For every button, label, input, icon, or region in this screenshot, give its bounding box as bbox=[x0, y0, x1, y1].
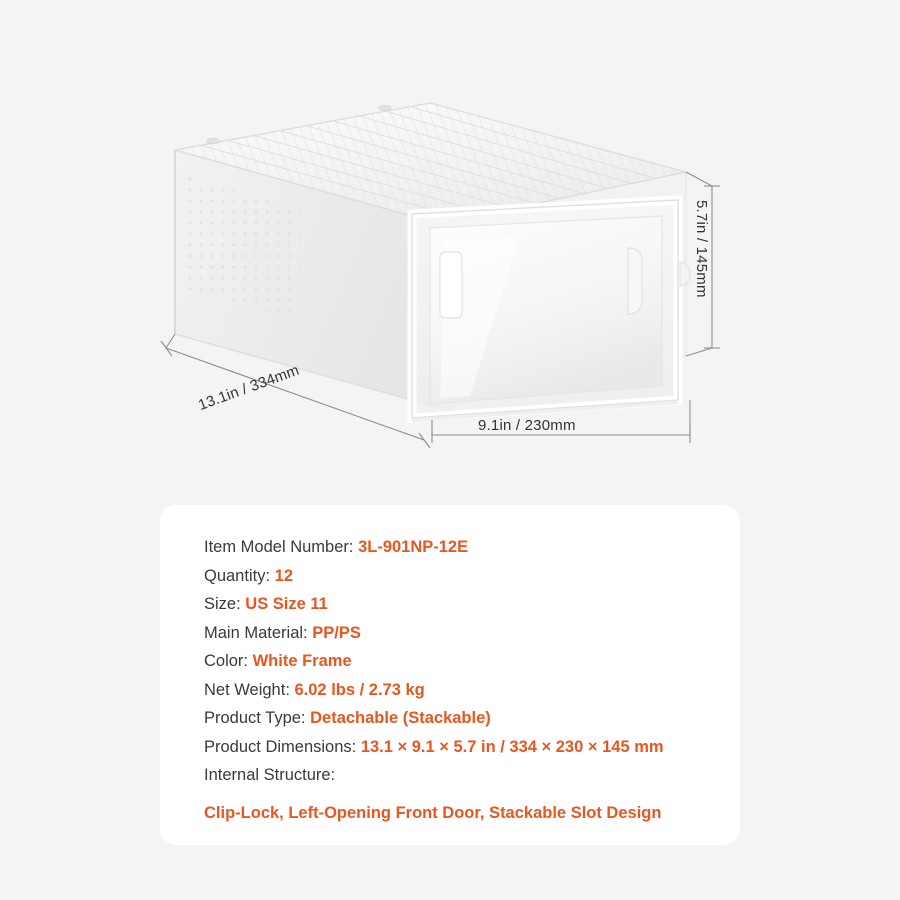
spec-value-internal-structure: Clip-Lock, Left-Opening Front Door, Stackable Slot Design bbox=[204, 803, 662, 822]
specification-list bbox=[204, 533, 720, 827]
spec-value: Detachable (Stackable) bbox=[310, 709, 491, 727]
dimension-label-height: 5.7in / 145mm bbox=[693, 200, 710, 298]
spec-label: Color: bbox=[204, 652, 249, 670]
spec-row bbox=[204, 647, 720, 676]
spec-label: Quantity: bbox=[204, 566, 271, 585]
specification-card bbox=[160, 505, 740, 845]
spec-row bbox=[204, 533, 720, 562]
spec-row bbox=[204, 733, 720, 762]
spec-value: PP/PS bbox=[312, 623, 361, 642]
spec-row bbox=[204, 676, 720, 705]
spec-value: 13.1 × 9.1 × 5.7 in / 334 × 230 × 145 mm bbox=[360, 737, 664, 756]
spec-label: Product Dimensions: bbox=[204, 737, 357, 756]
spec-value: US Size 11 bbox=[245, 595, 328, 613]
spec-row bbox=[204, 562, 720, 591]
spec-row bbox=[204, 704, 720, 733]
spec-label: Net Weight: bbox=[204, 680, 290, 699]
spec-value: 3L-901NP-12E bbox=[358, 538, 469, 556]
dimension-label-width: 9.1in / 230mm bbox=[478, 417, 576, 434]
spec-value: 6.02 lbs / 2.73 kg bbox=[294, 680, 425, 699]
spec-label-internal-structure: Internal Structure: bbox=[204, 766, 336, 784]
spec-value: White Frame bbox=[252, 652, 352, 670]
spec-label: Main Material: bbox=[204, 623, 308, 642]
spec-value: 12 bbox=[274, 566, 293, 585]
dimension-label-depth: 13.1in / 334mm bbox=[196, 361, 302, 414]
spec-row bbox=[204, 590, 720, 619]
spec-label: Product Type: bbox=[204, 709, 306, 727]
spec-label: Size: bbox=[204, 595, 241, 613]
spec-label: Item Model Number: bbox=[204, 538, 354, 556]
spec-row bbox=[204, 619, 720, 648]
